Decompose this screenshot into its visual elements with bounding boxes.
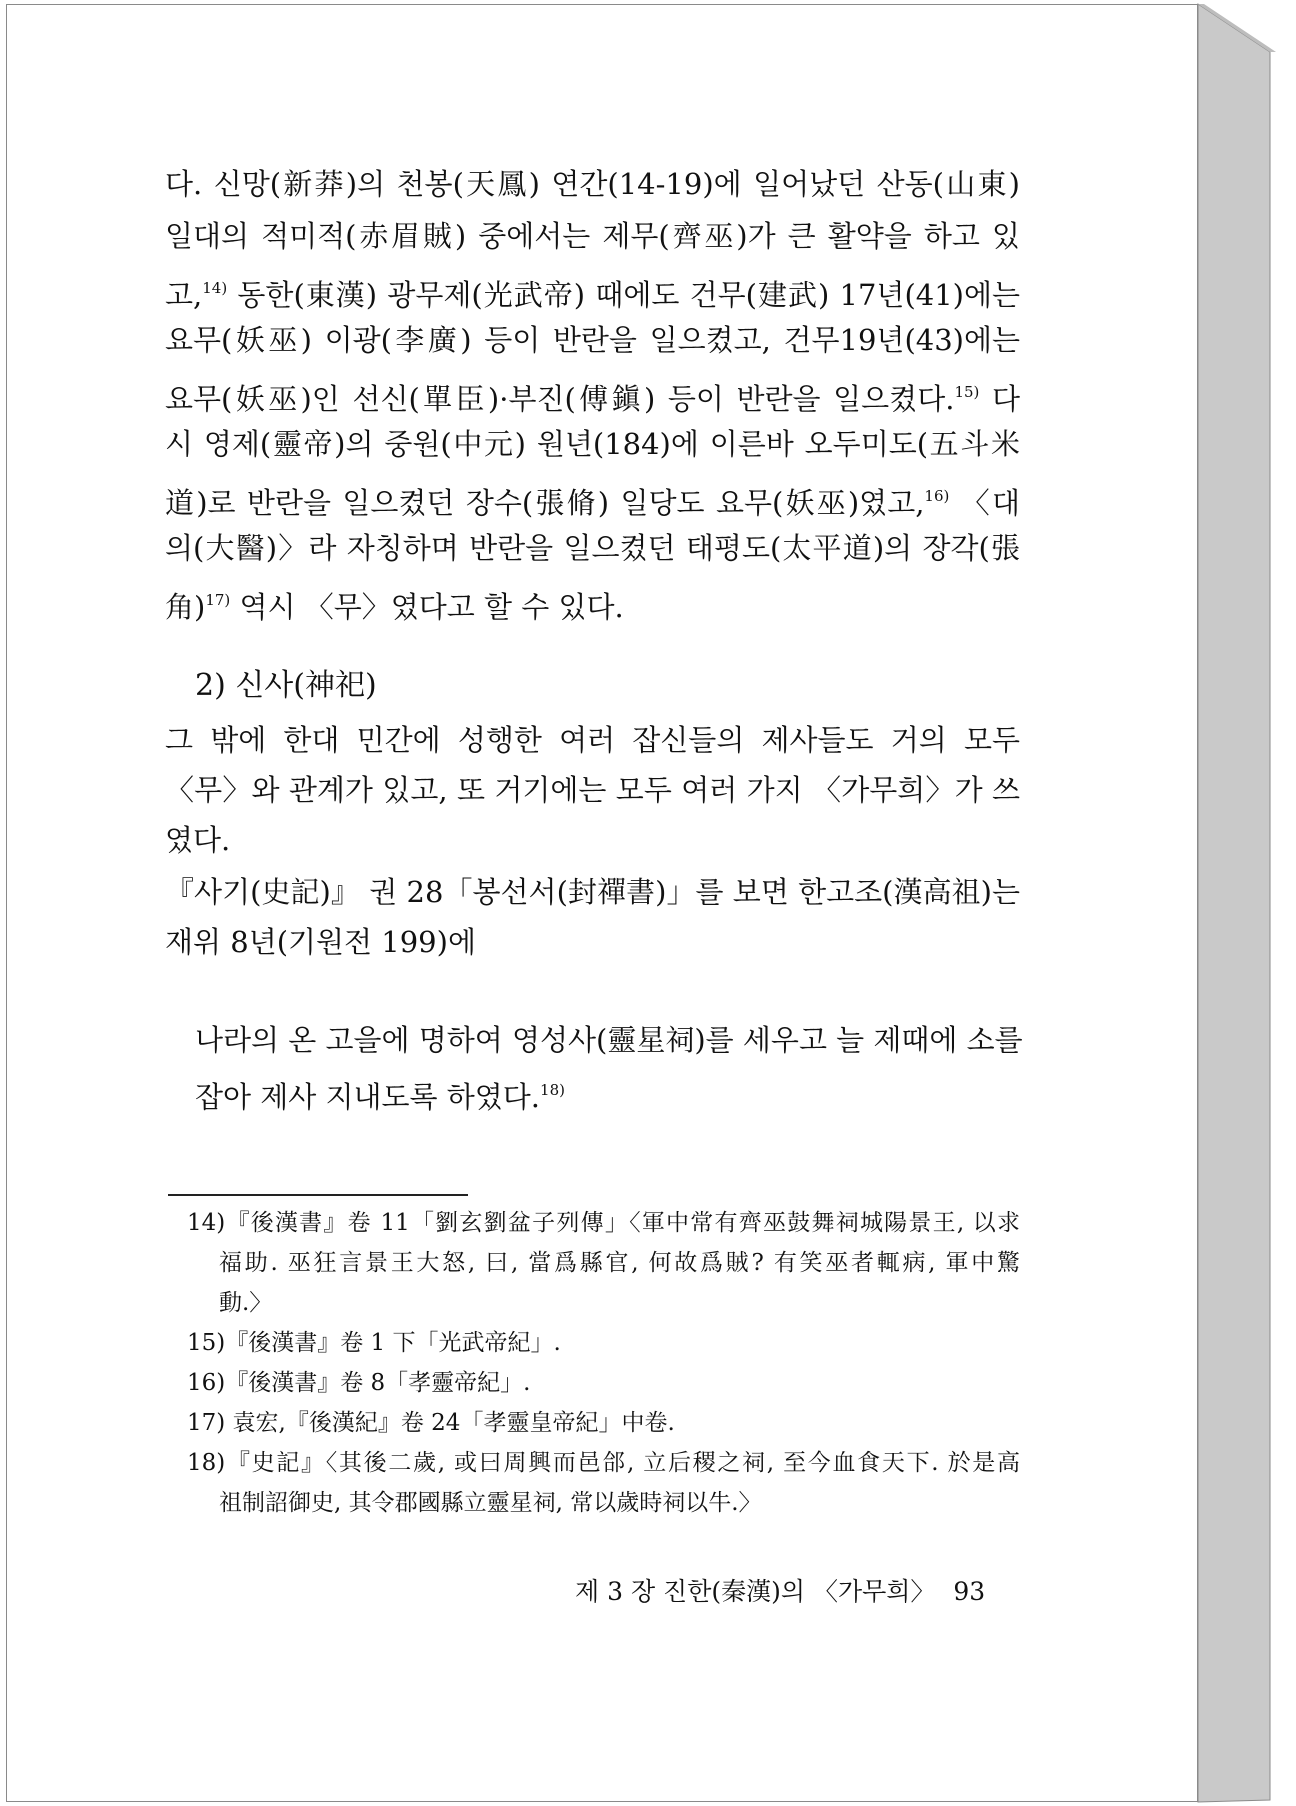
body-line: 道)로 반란을 일으켰던 장수(張脩) 일당도 요무(妖巫)였고,$^{16)}$ 〈대 bbox=[165, 486, 1020, 520]
footnote-ref: 14) bbox=[202, 279, 228, 297]
section-line: 〈무〉와 관계가 있고, 또 거기에는 모두 여러 가지 〈가무희〉가 쓰 bbox=[165, 773, 1020, 807]
body-line: 角)$^{17)}$ 역시 〈무〉였다고 할 수 있다. bbox=[165, 590, 624, 624]
body-line: 일대의 적미적(赤眉賊) 중에서는 제무(齊巫)가 큰 활약을 하고 있 bbox=[165, 219, 1020, 253]
footnote-14: 14)『後漢書』卷 11「劉玄劉盆子列傳」〈軍中常有齊巫鼓舞祠城陽景王, 以求 bbox=[187, 1210, 1020, 1236]
footnote-18-cont: 祖制詔御史, 其令郡國縣立靈星祠, 常以歲時祠以牛.〉 bbox=[219, 1490, 762, 1516]
body-line: 고,$^{14)}$ 동한(東漢) 광무제(光武帝) 때에도 건무(建武) 17년(41)에는 bbox=[165, 278, 1020, 312]
footnote-ref: 15) bbox=[954, 383, 980, 401]
quote-line: 나라의 온 고을에 명하여 영성사(靈星祠)를 세우고 늘 제때에 소를 bbox=[195, 1023, 1023, 1057]
section-line: 재위 8년(기원전 199)에 bbox=[165, 925, 476, 959]
section-heading: 2) 신사(神祀) bbox=[195, 668, 377, 703]
section-line: 였다. bbox=[165, 823, 231, 857]
body-line: 의(大醫)〉라 자칭하며 반란을 일으켰던 태평도(太平道)의 장각(張 bbox=[165, 531, 1020, 565]
footnote-divider bbox=[168, 1194, 468, 1196]
running-title: 제 3 장 진한(秦漢)의 〈가무희〉 bbox=[575, 1577, 936, 1606]
footnote-14-cont: 福助. 巫狂言景王大怒, 曰, 當爲縣官, 何故爲賊? 有笑巫者輒病, 軍中驚 bbox=[219, 1250, 1020, 1276]
body-line: 다. 신망(新莽)의 천봉(天鳳) 연간(14-19)에 일어났던 산동(山東) bbox=[165, 167, 1020, 201]
footnote-15: 15)『後漢書』卷 1 下「光武帝紀」. bbox=[187, 1330, 561, 1356]
body-line: 요무(妖巫)인 선신(單臣)·부진(傅鎭) 등이 반란을 일으켰다.$^{15)}$ 다 bbox=[165, 382, 1021, 416]
body-line: 시 영제(靈帝)의 중원(中元) 원년(184)에 이른바 오두미도(五斗米 bbox=[165, 427, 1020, 461]
page-number: 93 bbox=[953, 1577, 986, 1606]
section-line: 『사기(史記)』 권 28「봉선서(封禪書)」를 보면 한고조(漢高祖)는 bbox=[165, 875, 1020, 909]
footnote-16: 16)『後漢書』卷 8「孝靈帝紀」. bbox=[187, 1370, 531, 1396]
footnote-ref: 18) bbox=[540, 1081, 565, 1099]
footnote-17: 17) 袁宏,『後漢紀』卷 24「孝靈皇帝紀」中卷. bbox=[187, 1410, 675, 1436]
footnote-ref: 17) bbox=[205, 591, 231, 609]
body-line: 요무(妖巫) 이광(李廣) 등이 반란을 일으켰고, 건무19년(43)에는 bbox=[165, 323, 1020, 357]
section-line: 그 밖에 한대 민간에 성행한 여러 잡신들의 제사들도 거의 모두 bbox=[165, 723, 1020, 757]
quote-line: 잡아 제사 지내도록 하였다.$^{18)}$ bbox=[195, 1080, 565, 1114]
running-footer bbox=[575, 1575, 985, 1609]
footnote-14-cont: 動.〉 bbox=[219, 1290, 273, 1316]
footnote-18: 18)『史記』〈其後二歲, 或曰周興而邑郃, 立后稷之祠, 至今血食天下. 於是高 bbox=[187, 1450, 1020, 1476]
footnote-ref: 16) bbox=[924, 487, 950, 505]
